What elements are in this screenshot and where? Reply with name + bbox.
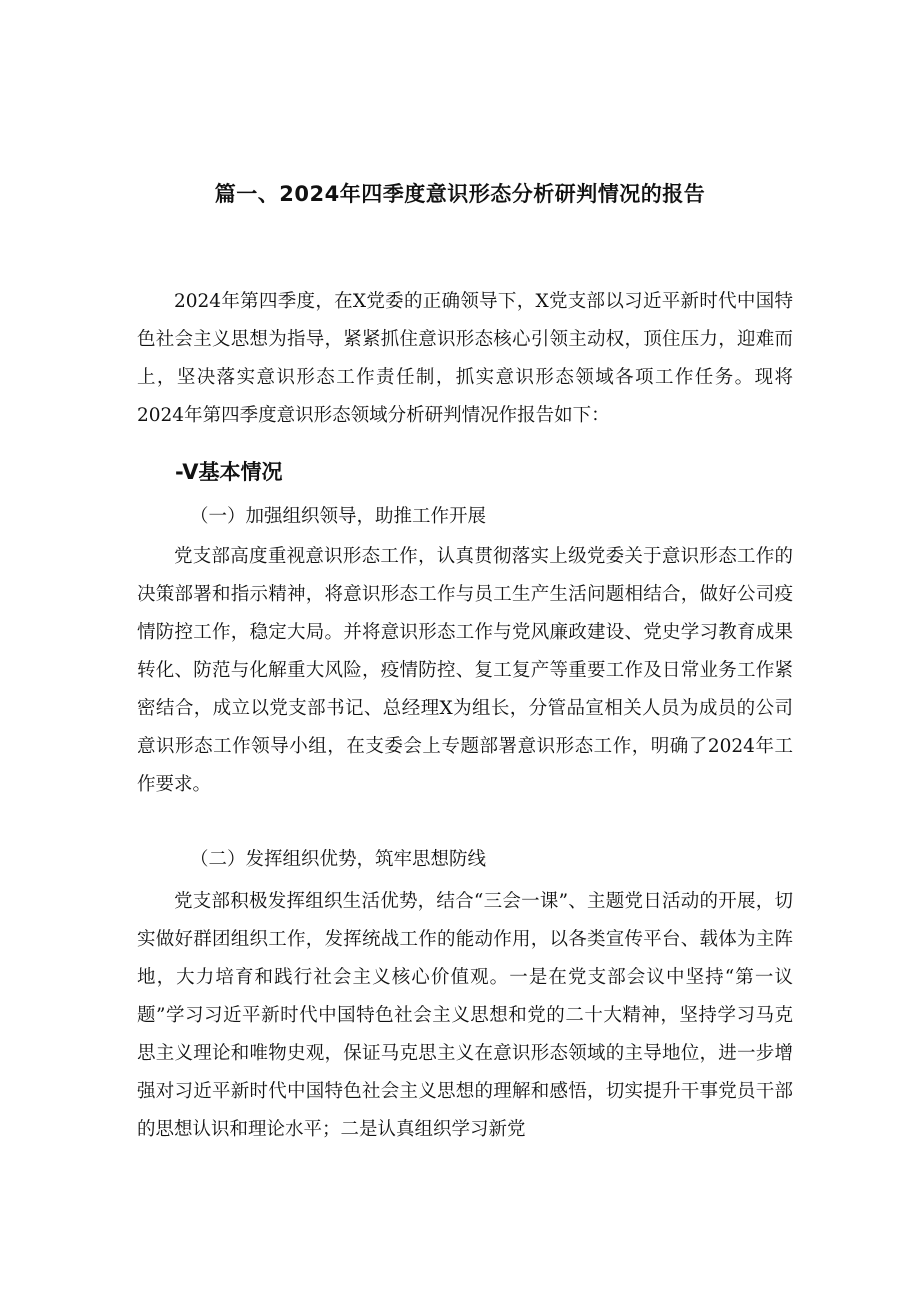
section-heading-basic-situation: -V基本情况 (175, 460, 283, 484)
intro-paragraph: 2024年第四季度，在X党委的正确领导下，X党支部以习近平新时代中国特色社会主义思想为指导，紧紧抓住意识形态核心引领主动权，顶住压力，迎难而上，坚决落实意识形态工作责任制，抓实意识形态领域各项工作任务。现将2024年第四季度意识形态领域分析研判情况作报告如下： (137, 291, 793, 426)
subsection-1-body: 党支部高度重视意识形态工作，认真贯彻落实上级党委关于意识形态工作的决策部署和指示精神，将意识形态工作与员工生产生活问题相结合，做好公司疫情防控工作，稳定大局。并将意识形态工作与党风廉政建设、党史学习教育成果转化、防范与化解重大风险，疫情防控、复工复产等重要工作及日常业务工作紧密结合，成立以党支部书记、总经理X为组长，分管品宣相关人员为成员的公司意识形态工作领导小组，在支委会上专题部署意识形态工作，明确了2024年工作要求。 (137, 546, 793, 795)
subsection-1-heading: （一）加强组织领导，助推工作开展 (190, 506, 487, 527)
subsection-2-heading: （二）发挥组织优势，筑牢思想防线 (190, 849, 487, 870)
document-title: 篇一、2024年四季度意识形态分析研判情况的报告 (214, 182, 706, 206)
subsection-2-body: 党支部积极发挥组织生活优势，结合“三会一课”、主题党日活动的开展，切实做好群团组织工作，发挥统战工作的能动作用，以各类宣传平台、载体为主阵地，大力培育和践行社会主义核心价值观。一是在党支部会议中坚持“第一议题”学习习近平新时代中国特色社会主义思想和党的二十大精神，坚持学习马克思主义理论和唯物史观，保证马克思主义在意识形态领域的主导地位，进一步增强对习近平新时代中国特色社会主义思想的理解和感悟，切实提升干事党员干部的思想认识和理论水平；二是认真组织学习新党 (137, 891, 793, 1140)
